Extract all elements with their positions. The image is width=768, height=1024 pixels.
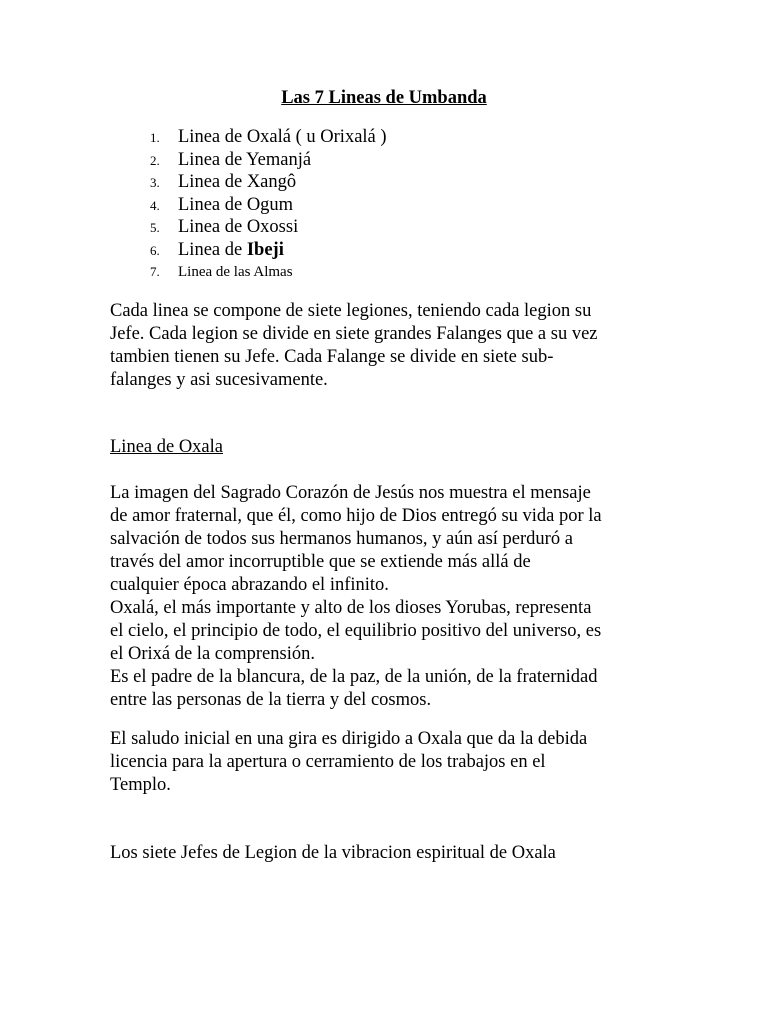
lines-list [150, 126, 387, 284]
section-paragraph: El saludo inicial en una gira es dirigido a Oxala que da la debida licencia para la apertura o cerramiento de los trabajos en el Templo. [110, 729, 588, 795]
list-number: 1. [150, 130, 160, 145]
list-item-text: Linea de Yemanjá [178, 149, 312, 170]
list-item-text: Linea de Ogum [178, 194, 294, 215]
list-number: 4. [150, 197, 160, 213]
closing-line: Los siete Jefes de Legion de la vibracion espiritual de Oxala [110, 843, 556, 863]
list-item [150, 216, 387, 239]
list-item [150, 126, 387, 149]
list-item [150, 149, 387, 172]
list-item [150, 171, 387, 194]
section-paragraph: La imagen del Sagrado Corazón de Jesús nos muestra el mensaje de amor fraternal, que él, como hijo de Dios entregó su vida por la salvación de todos sus hermanos humanos, y aún así perduró a través del amor incorruptible que se extiende más allá de cualquier época abrazando el infinito. Oxalá, el más importante y alto de los dioses Yorubas, representa el cielo, el principio de todo, el equilibrio positivo del universo, es el Orixá de la comprensión. Es el padre de la blancura, de la paz, de la unión, de la fraternidad entre las personas de la tierra y del cosmos. [110, 483, 602, 710]
document-title: Las 7 Lineas de Umbanda [281, 88, 487, 108]
list-item-text-prefix: Linea de [178, 239, 247, 260]
list-item-text: Linea de las Almas [178, 264, 293, 280]
list-number: 5. [150, 220, 160, 235]
list-number: 6. [150, 242, 160, 258]
list-number: 2. [150, 152, 160, 168]
list-item-text: Linea de Oxalá ( u Orixalá ) [178, 127, 387, 147]
section-heading: Linea de Oxala [110, 437, 223, 457]
list-item-text-bold: Ibeji [246, 239, 284, 260]
list-number: 3. [150, 175, 160, 190]
list-item-text: Linea de Oxossi [178, 217, 299, 237]
list-item [150, 239, 387, 262]
list-item-text: Linea de Xangô [178, 172, 297, 192]
list-item-text [178, 240, 284, 260]
list-number: 7. [150, 264, 160, 279]
list-item [150, 194, 387, 217]
list-item [150, 261, 387, 284]
intro-paragraph: Cada linea se compone de siete legiones, teniendo cada legion su Jefe. Cada legion se divide en siete grandes Falanges que a su vez tambien tienen su Jefe. Cada Falange se divide en siete sub- falanges y asi sucesivamente. [110, 301, 598, 390]
